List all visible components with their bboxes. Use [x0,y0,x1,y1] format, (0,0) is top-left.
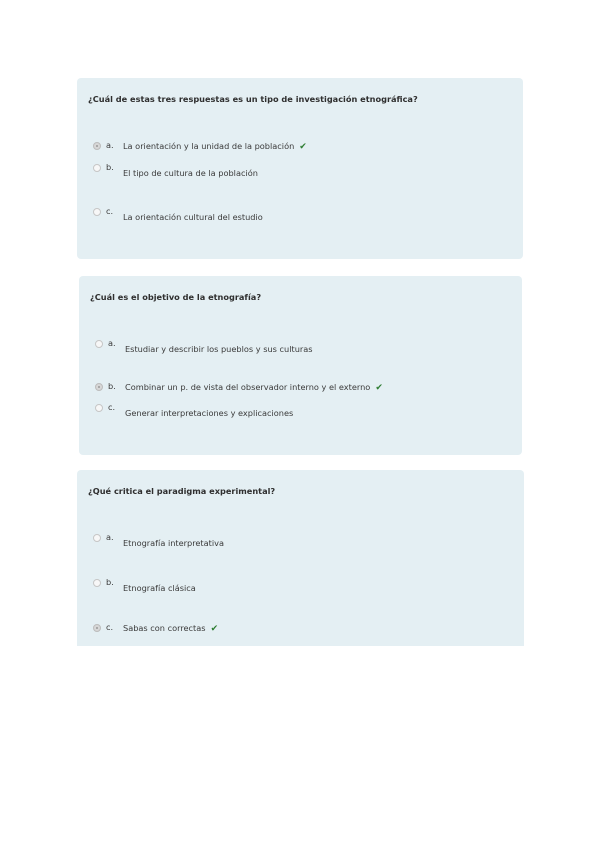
radio-button[interactable] [93,534,101,542]
option-letter: a. [108,338,116,348]
question-text: ¿Cuál de estas tres respuestas es un tipo de investigación etnográfica? [88,94,418,104]
option-label: Etnografía clásica [123,583,196,593]
question-text: ¿Qué critica el paradigma experimental? [88,486,276,496]
option-label: Estudiar y describir los pueblos y sus culturas [125,344,313,354]
check-icon: ✔ [299,142,307,152]
question-card-2 [79,276,522,455]
option-letter: b. [106,162,114,172]
check-icon: ✔ [210,624,219,634]
option-label: La orientación cultural del estudio [123,212,263,222]
option-letter: c. [106,206,114,216]
option-letter: b. [108,381,116,391]
question-card-3 [77,470,524,646]
option-label: Sabas con correctas ✔ [123,623,219,634]
radio-button[interactable] [93,208,101,216]
option-label: El tipo de cultura de la población [123,168,258,178]
radio-button[interactable] [93,164,101,172]
radio-button[interactable] [93,624,101,632]
option-letter: c. [106,622,114,632]
option-label: Generar interpretaciones y explicaciones [125,408,294,418]
option-letter: a. [106,532,114,542]
option-letter: a. [106,140,114,150]
option-label: La orientación y la unidad de la población ✔ [123,141,307,152]
option-label: Etnografía interpretativa [123,538,225,548]
radio-button[interactable] [93,142,101,150]
option-letter: b. [106,577,114,587]
question-text: ¿Cuál es el objetivo de la etnografía? [90,292,262,302]
radio-button[interactable] [95,383,103,391]
question-card-1 [77,78,523,259]
check-icon: ✔ [375,383,383,393]
option-letter: c. [108,402,116,412]
radio-button[interactable] [93,579,101,587]
radio-button[interactable] [95,404,103,412]
radio-button[interactable] [95,340,103,348]
option-label: Combinar un p. de vista del observador interno y el externo ✔ [125,382,383,393]
